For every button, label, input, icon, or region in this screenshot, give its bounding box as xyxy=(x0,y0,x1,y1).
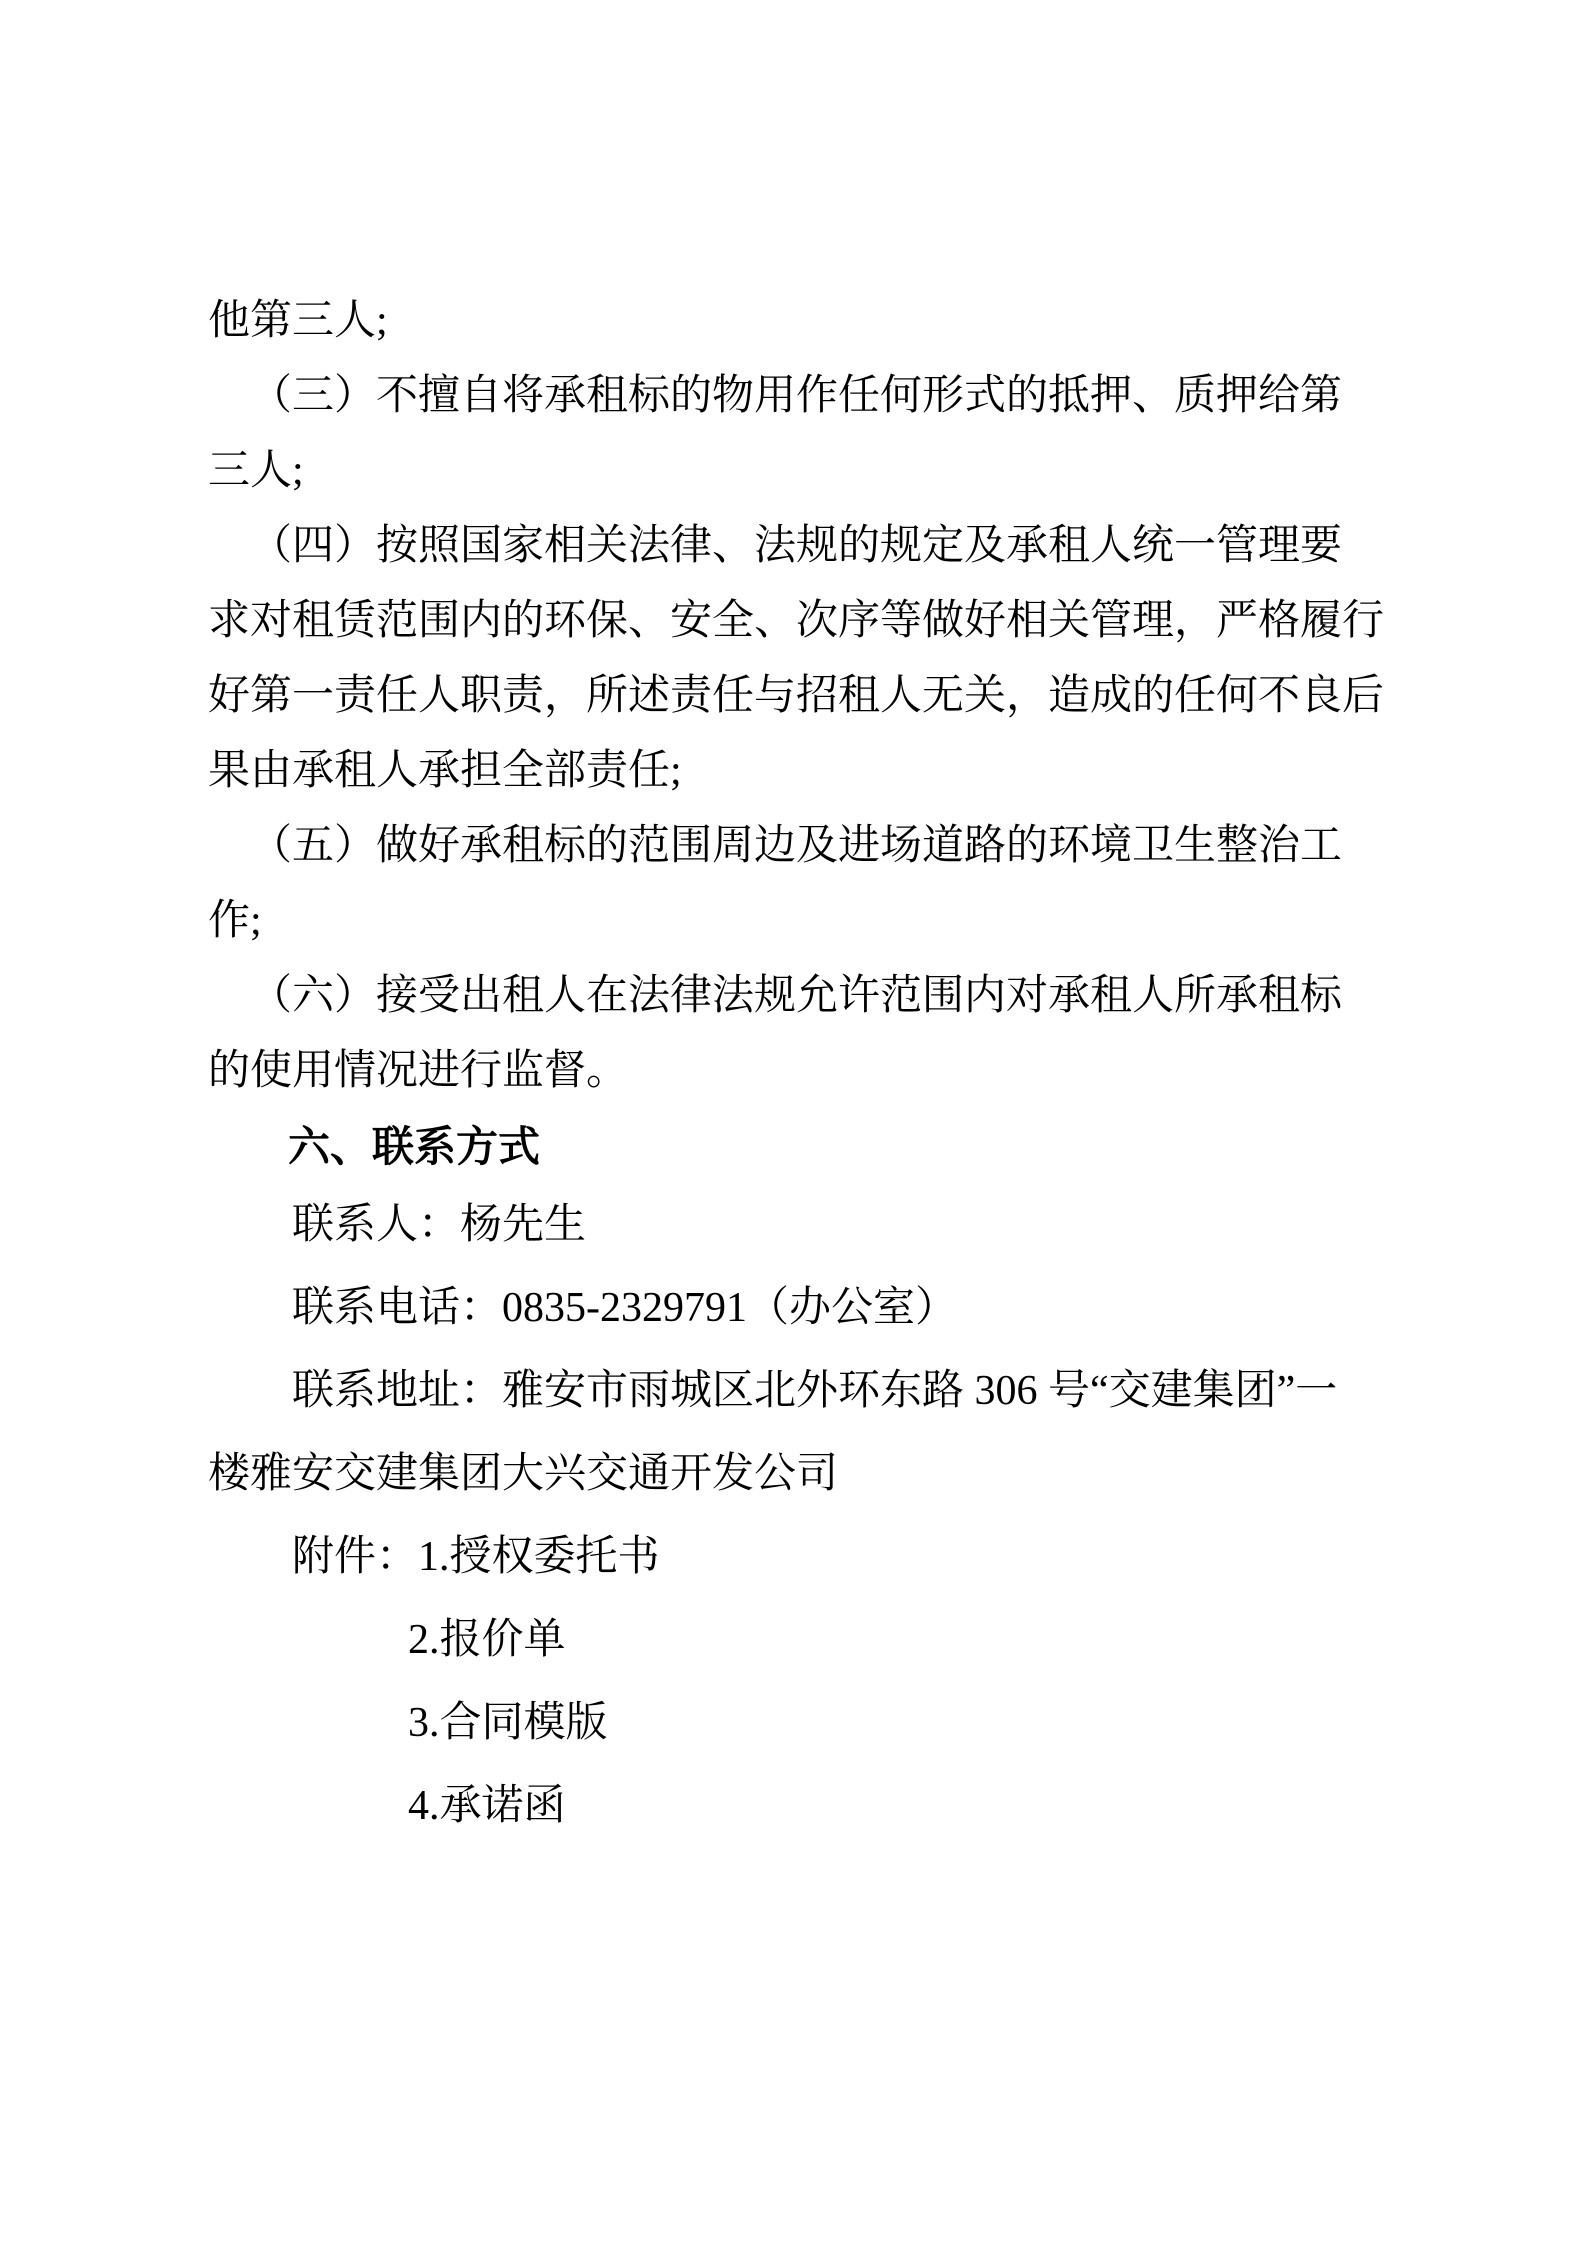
text-line: 三人; xyxy=(208,448,304,494)
text-line: 4.承诺函 xyxy=(408,1783,566,1829)
text-line: 联系人：杨先生 xyxy=(292,1202,587,1248)
text-line: 求对租赁范围内的环保、安全、次序等做好相关管理，严格履行 xyxy=(208,598,1385,644)
text-line: （五）做好承租标的范围周边及进场道路的环境卫生整治工 xyxy=(250,823,1343,869)
text-line: 的使用情况进行监督。 xyxy=(208,1048,629,1094)
text-line: 联系电话：0835-2329791（办公室） xyxy=(292,1285,957,1331)
document-text-block xyxy=(208,284,1398,1848)
text-line: 作; xyxy=(208,898,262,944)
text-line: 好第一责任人职责，所述责任与招租人无关，造成的任何不良后 xyxy=(208,673,1385,719)
text-line: 果由承租人承担全部责任; xyxy=(208,748,682,794)
text-line: （六）接受出租人在法律法规允许范围内对承租人所承租标 xyxy=(250,973,1343,1019)
text-line: 2.报价单 xyxy=(408,1617,566,1663)
text-line: 3.合同模版 xyxy=(408,1700,608,1746)
text-line: （四）按照国家相关法律、法规的规定及承租人统一管理要 xyxy=(250,523,1343,569)
text-line: 他第三人; xyxy=(208,298,388,344)
text-line: 附件：1.授权委托书 xyxy=(292,1534,660,1580)
section-heading: 六、联系方式 xyxy=(288,1123,541,1170)
text-line: 楼雅安交建集团大兴交通开发公司 xyxy=(208,1451,839,1497)
text-line: 联系地址：雅安市雨城区北外环东路 306 号“交建集团”一 xyxy=(292,1368,1338,1414)
text-line: （三）不擅自将承租标的物用作任何形式的抵押、质押给第 xyxy=(250,373,1343,419)
